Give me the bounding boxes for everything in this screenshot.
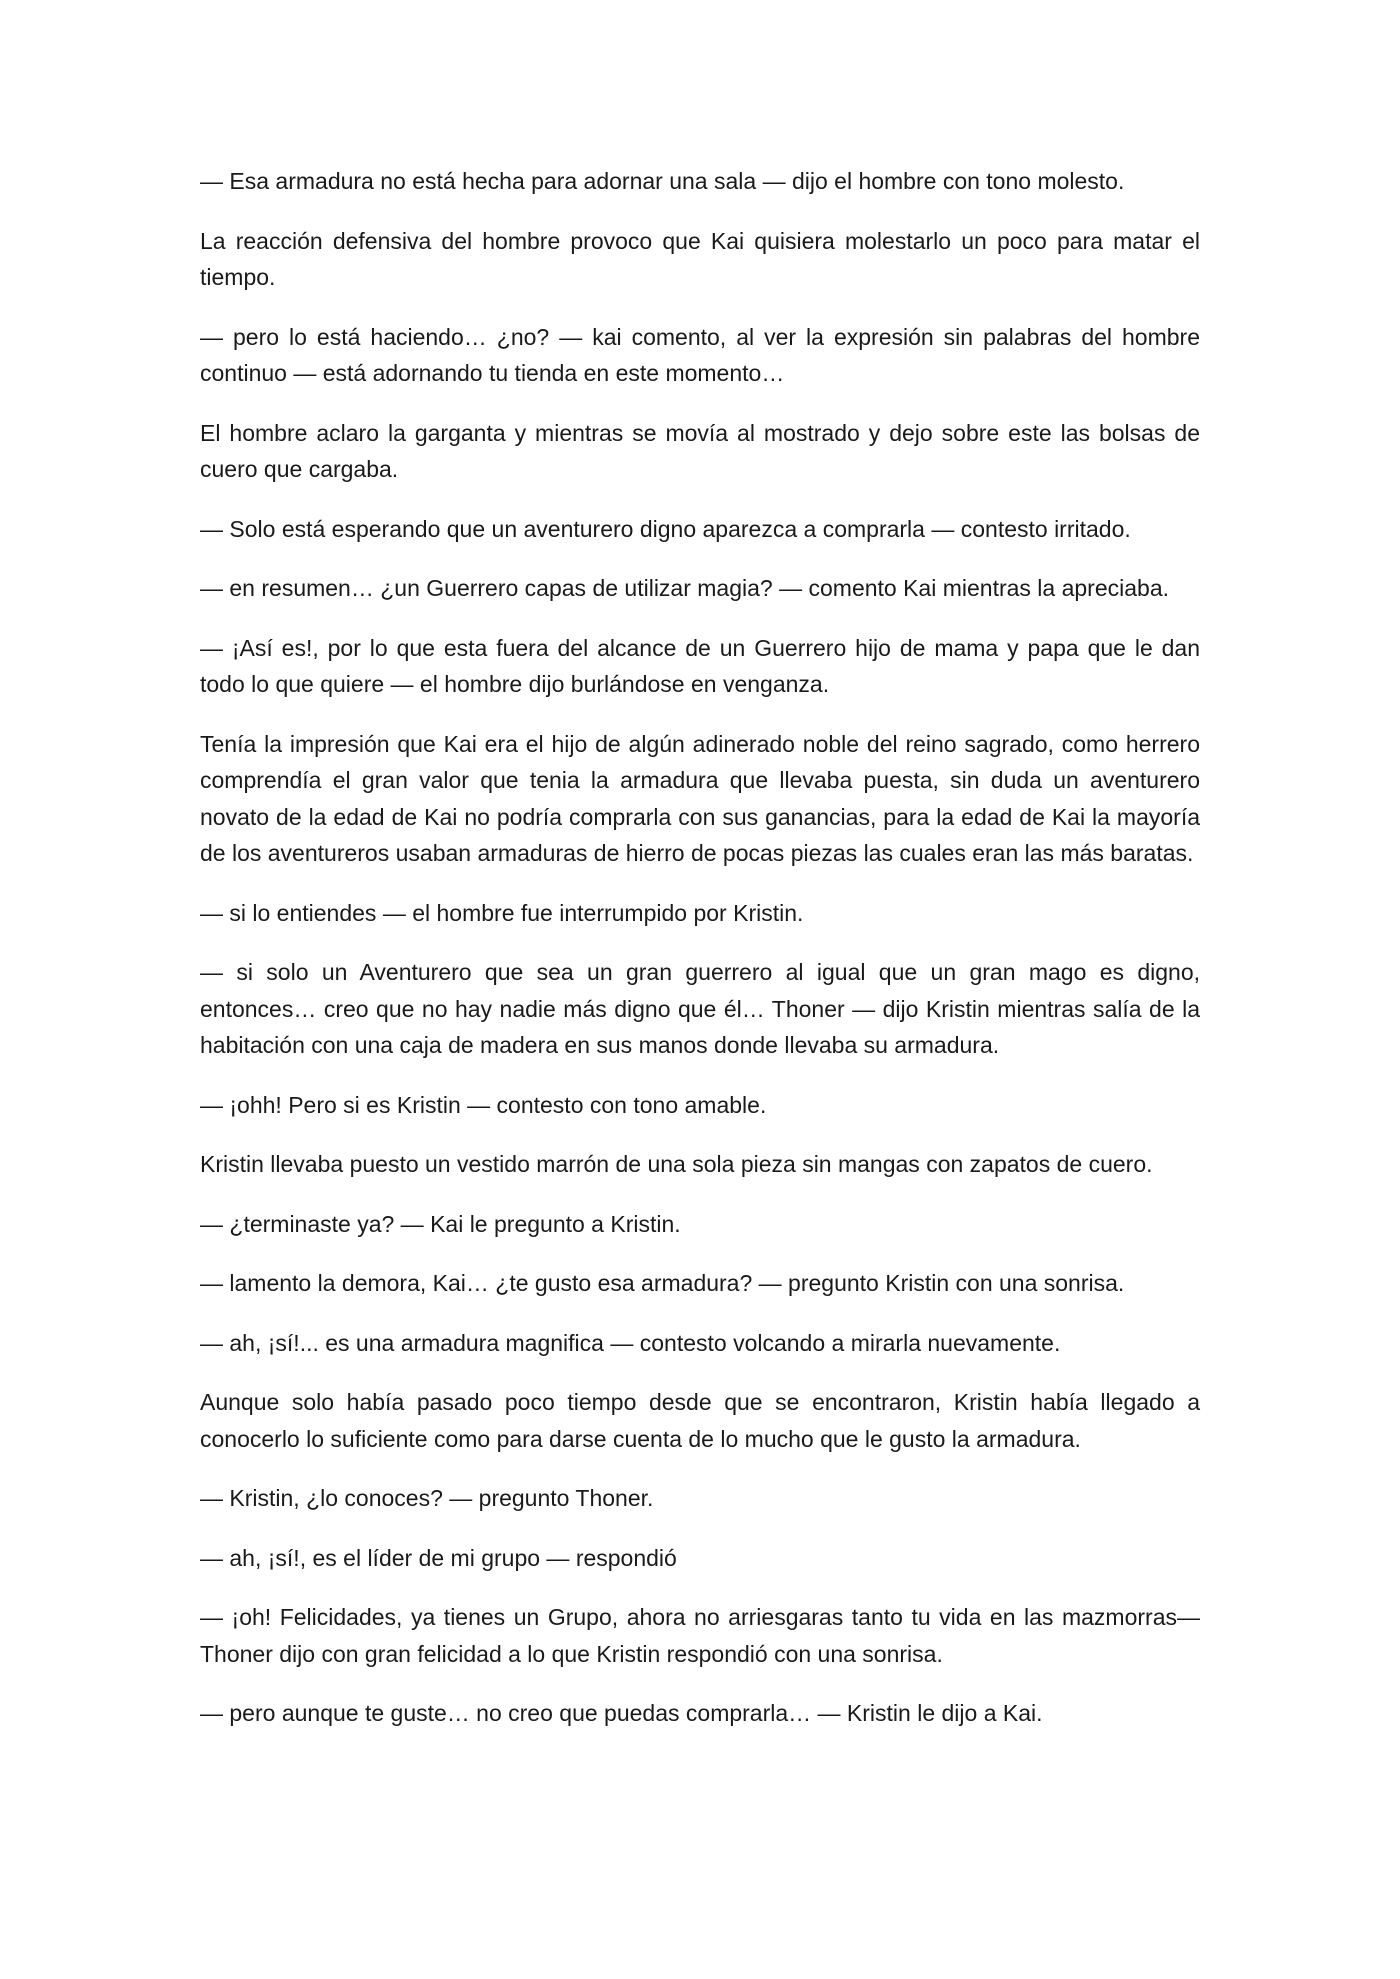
paragraph: Kristin llevaba puesto un vestido marrón de una sola pieza sin mangas con zapatos de cuero. — [200, 1151, 1153, 1177]
paragraph: — Esa armadura no está hecha para adornar una sala — dijo el hombre con tono molesto. — [200, 168, 1125, 194]
paragraph: Tenía la impresión que Kai era el hijo de algún adinerado noble del reino sagrado, como herrero comprendía el gran valor que tenia la armadura que llevaba puesta, sin duda un aventurero novato de la edad de Kai no podría comprarla con sus ganancias, para la edad de Kai la mayoría de los aventureros usaban armaduras de hierro de pocas piezas las cuales eran las más baratas. — [200, 730, 1200, 866]
paragraph: — ¡Así es!, por lo que esta fuera del alcance de un Guerrero hijo de mama y papa que le dan todo lo que quiere — el hombre dijo burlándose en venganza. — [200, 634, 1200, 697]
paragraph: — ¿terminaste ya? — Kai le pregunto a Kristin. — [200, 1210, 681, 1237]
paragraph: Aunque solo había pasado poco tiempo desde que se encontraron, Kristin había llegado a conocerlo lo suficiente como para darse cuenta de lo mucho que le gusto la armadura. — [200, 1389, 1200, 1452]
paragraph: — ¡ohh! Pero si es Kristin — contesto con tono amable. — [200, 1091, 767, 1118]
paragraph: El hombre aclaro la garganta y mientras se movía al mostrado y dejo sobre este las bolsas de cuero que cargaba. — [200, 419, 1200, 482]
paragraph: — ¡oh! Felicidades, ya tienes un Grupo, ahora no arriesgaras tanto tu vida en las mazmorras— Thoner dijo con gran felicidad a lo que Kristin respondió con una sonrisa. — [200, 1604, 1200, 1667]
paragraph: La reacción defensiva del hombre provoco que Kai quisiera molestarlo un poco para matar el tiempo. — [200, 227, 1200, 290]
document-page — [200, 163, 1200, 1755]
paragraph: — pero aunque te guste… no creo que puedas comprarla… — Kristin le dijo a Kai. — [200, 1700, 1043, 1726]
paragraph: — si solo un Aventurero que sea un gran guerrero al igual que un gran mago es digno, entonces… creo que no hay nadie más digno que él… Thoner — dijo Kristin mientras salía de la habitación con una caja de madera en sus manos donde llevaba su armadura. — [200, 959, 1200, 1058]
paragraph: — Kristin, ¿lo conoces? — pregunto Thoner. — [200, 1485, 654, 1511]
paragraph: — ah, ¡sí!... es una armadura magnifica — contesto volcando a mirarla nuevamente. — [200, 1329, 1061, 1356]
paragraph: — lamento la demora, Kai… ¿te gusto esa armadura? — pregunto Kristin con una sonrisa. — [200, 1270, 1125, 1296]
paragraph: — si lo entiendes — el hombre fue interrumpido por Kristin. — [200, 899, 804, 926]
paragraph: — en resumen… ¿un Guerrero capas de utilizar magia? — comento Kai mientras la apreciaba. — [200, 575, 1170, 601]
paragraph: — ah, ¡sí!, es el líder de mi grupo — respondió — [200, 1544, 677, 1571]
paragraph: — pero lo está haciendo… ¿no? — kai comento, al ver la expresión sin palabras del hombre continuo — está adornando tu tienda en este momento… — [200, 323, 1200, 386]
paragraph: — Solo está esperando que un aventurero digno aparezca a comprarla — contesto irritado. — [200, 515, 1131, 542]
